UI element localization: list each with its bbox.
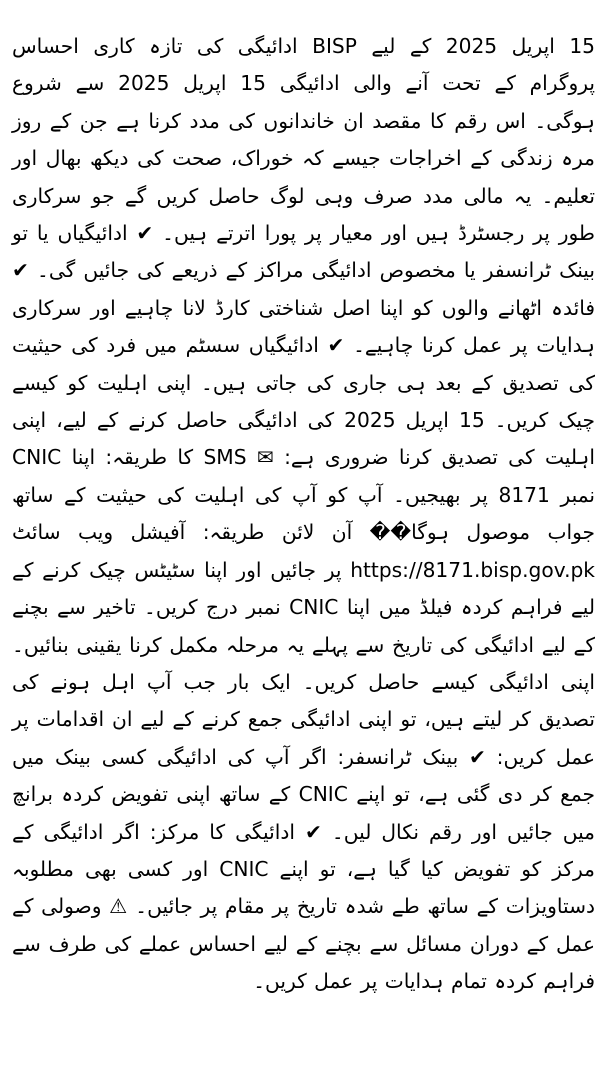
article-body: 15 اپریل 2025 کے لیے BISP ادائیگی کی تازہ کاری احساس پروگرام کے تحت آنے والی ادائیگی 15 اپریل 2025 سے شروع ہوگی۔ اس رقم کا مقصد ان خاندانوں کی مدد کرنا ہے جن کے روز مرہ زندگی کے اخراجات جیسے کہ خوراک، صحت کی دیکھ بھال اور تعلیم۔ یہ مالی مدد صرف وہی لوگ حاصل کریں گے جو سرکاری طور پر رجسٹرڈ ہیں اور معیار پر پورا اترتے ہیں۔ ✔ ادائیگیاں یا تو بینک ٹرانسفر یا مخصوص ادائیگی مراکز کے ذریعے کی جائیں گی۔ ✔ فائدہ اٹھانے والوں کو اپنا اصل شناختی کارڈ لانا چاہیے اور سرکاری ہدایات پر عمل کرنا چاہیے۔ ✔ ادائیگیاں سسٹم میں فرد کی حیثیت کی تصدیق کے بعد ہی جاری کی جاتی ہیں۔ اپنی اہلیت کو کیسے چیک کریں۔ 15 اپریل 2025 کی ادائیگی حاصل کرنے کے لیے، اپنی اہلیت کی تصدیق کرنا ضروری ہے: ✉ SMS کا طریقہ: اپنا CNIC نمبر 8171 پر بھیجیں۔ آپ کو آپ کی اہلیت کی حیثیت کے ساتھ جواب موصول ہوگا�� آن لائن طریقہ: آفیشل ویب سائٹ https://8171.bisp.gov.pk پر جائیں اور اپنا سٹیٹس چیک کرنے کے لیے فراہم کردہ فیلڈ میں اپنا CNIC نمبر درج کریں۔ تاخیر سے بچنے کے لیے ادائیگی کی تاریخ سے پہلے یہ مرحلہ مکمل کرنا یقینی بنائیں۔ اپنی ادائیگی کیسے حاصل کریں۔ ایک بار جب آپ اہل ہونے کی تصدیق کر لیتے ہیں، تو اپنی ادائیگی جمع کرنے کے لیے ان اقدامات پر عمل کریں: ✔ بینک ٹرانسفر: اگر آپ کی ادائیگی کسی بینک میں جمع کر دی گئی ہے، تو اپنے CNIC کے ساتھ اپنی تفویض کردہ برانچ میں جائیں اور رقم نکال لیں۔ ✔ ادائیگی کا مرکز: اگر ادائیگی کے مرکز کو تفویض کیا گیا ہے، تو اپنے CNIC اور کسی بھی مطلوبہ دستاویزات کے ساتھ طے شدہ تاریخ پر مقام پر جائیں۔ ⚠ وصولی کے عمل کے دوران مسائل سے بچنے کے لیے احساس عملے کی طرف سے فراہم کردہ تمام ہدایات پر عمل کریں۔ (12, 34, 596, 994)
